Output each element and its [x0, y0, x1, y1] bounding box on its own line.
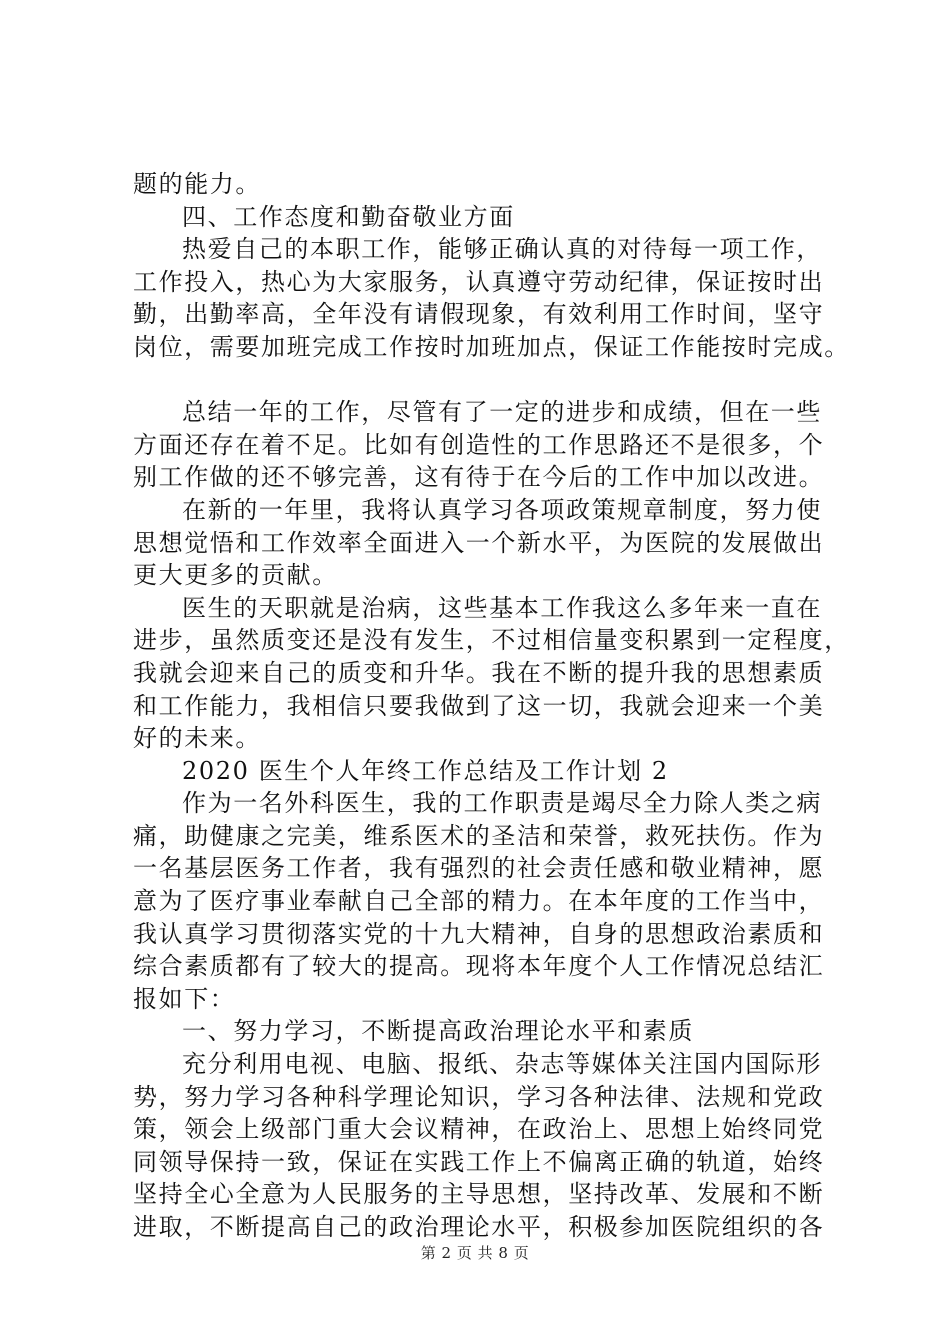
text-line: 充分利用电视、电脑、报纸、杂志等媒体关注国内国际形	[182, 1050, 822, 1079]
text-line: 同领导保持一致，保证在实践工作上不偏离正确的轨道，始终	[133, 1147, 825, 1176]
text-line: 岗位，需要加班完成工作按时加班加点，保证工作能按时完成。	[133, 332, 850, 361]
page-footer	[0, 1242, 950, 1263]
text-line: 一名基层医务工作者，我有强烈的社会责任感和敬业精神，愿	[133, 854, 825, 883]
text-line: 思想觉悟和工作效率全面进入一个新水平，为医院的发展做出	[133, 528, 825, 557]
text-line: 别工作做的还不够完善，这有待于在今后的工作中加以改进。	[133, 463, 825, 492]
text-line: 和工作能力，我相信只要我做到了这一切，我就会迎来一个美	[133, 691, 825, 720]
text-line: 势，努力学习各种科学理论知识，学习各种法律、法规和党政	[133, 1082, 825, 1111]
blank-line	[133, 364, 833, 397]
text-line: 坚持全心全意为人民服务的主导思想，坚持改革、发展和不断	[133, 1180, 825, 1209]
text-line: 医生的天职就是治病，这些基本工作我这么多年来一直在	[182, 593, 822, 622]
text-line: 题的能力。	[133, 170, 261, 198]
text-line: 综合素质都有了较大的提高。现将本年度个人工作情况总结汇	[133, 952, 825, 981]
text-line: 报如下：	[133, 984, 236, 1013]
text-line: 痛，助健康之完美，维系医术的圣洁和荣誉，救死扶伤。作为	[133, 821, 825, 850]
text-line: 策，领会上级部门重大会议精神，在政治上、思想上始终同党	[133, 1115, 825, 1144]
text-line: 勤，出勤率高，全年没有请假现象，有效利用工作时间，坚守	[133, 300, 825, 329]
text-line: 热爱自己的本职工作，能够正确认真的对待每一项工作，	[182, 235, 822, 264]
text-line: 进取，不断提高自己的政治理论水平，积极参加医院组织的各	[133, 1213, 825, 1241]
text-line: 在新的一年里，我将认真学习各项政策规章制度，努力使	[182, 495, 822, 524]
document-body	[133, 168, 850, 1244]
text-line: 方面还存在着不足。比如有创造性的工作思路还不是很多，个	[133, 430, 825, 459]
text-line: 作为一名外科医生，我的工作职责是竭尽全力除人类之病	[182, 789, 822, 818]
text-line: 好的未来。	[133, 724, 261, 753]
text-line: 我就会迎来自己的质变和升华。我在不断的提升我的思想素质	[133, 658, 825, 687]
text-line: 进步，虽然质变还是没有发生，不过相信量变积累到一定程度，	[133, 626, 850, 655]
text-line: 一、努力学习，不断提高政治理论水平和素质	[182, 1017, 694, 1046]
page-number: 第 2 页 共 8 页	[420, 1244, 530, 1262]
section-heading: 2020 医生个人年终工作总结及工作计划 2	[182, 756, 669, 785]
text-line: 总结一年的工作，尽管有了一定的进步和成绩，但在一些	[182, 398, 822, 427]
text-line: 四、工作态度和勤奋敬业方面	[182, 202, 515, 231]
text-line: 我认真学习贯彻落实党的十九大精神，自身的思想政治素质和	[133, 919, 825, 948]
text-line: 工作投入，热心为大家服务，认真遵守劳动纪律，保证按时出	[133, 267, 825, 296]
text-line: 意为了医疗事业奉献自己全部的精力。在本年度的工作当中，	[133, 887, 825, 916]
text-line: 更大更多的贡献。	[133, 561, 338, 590]
